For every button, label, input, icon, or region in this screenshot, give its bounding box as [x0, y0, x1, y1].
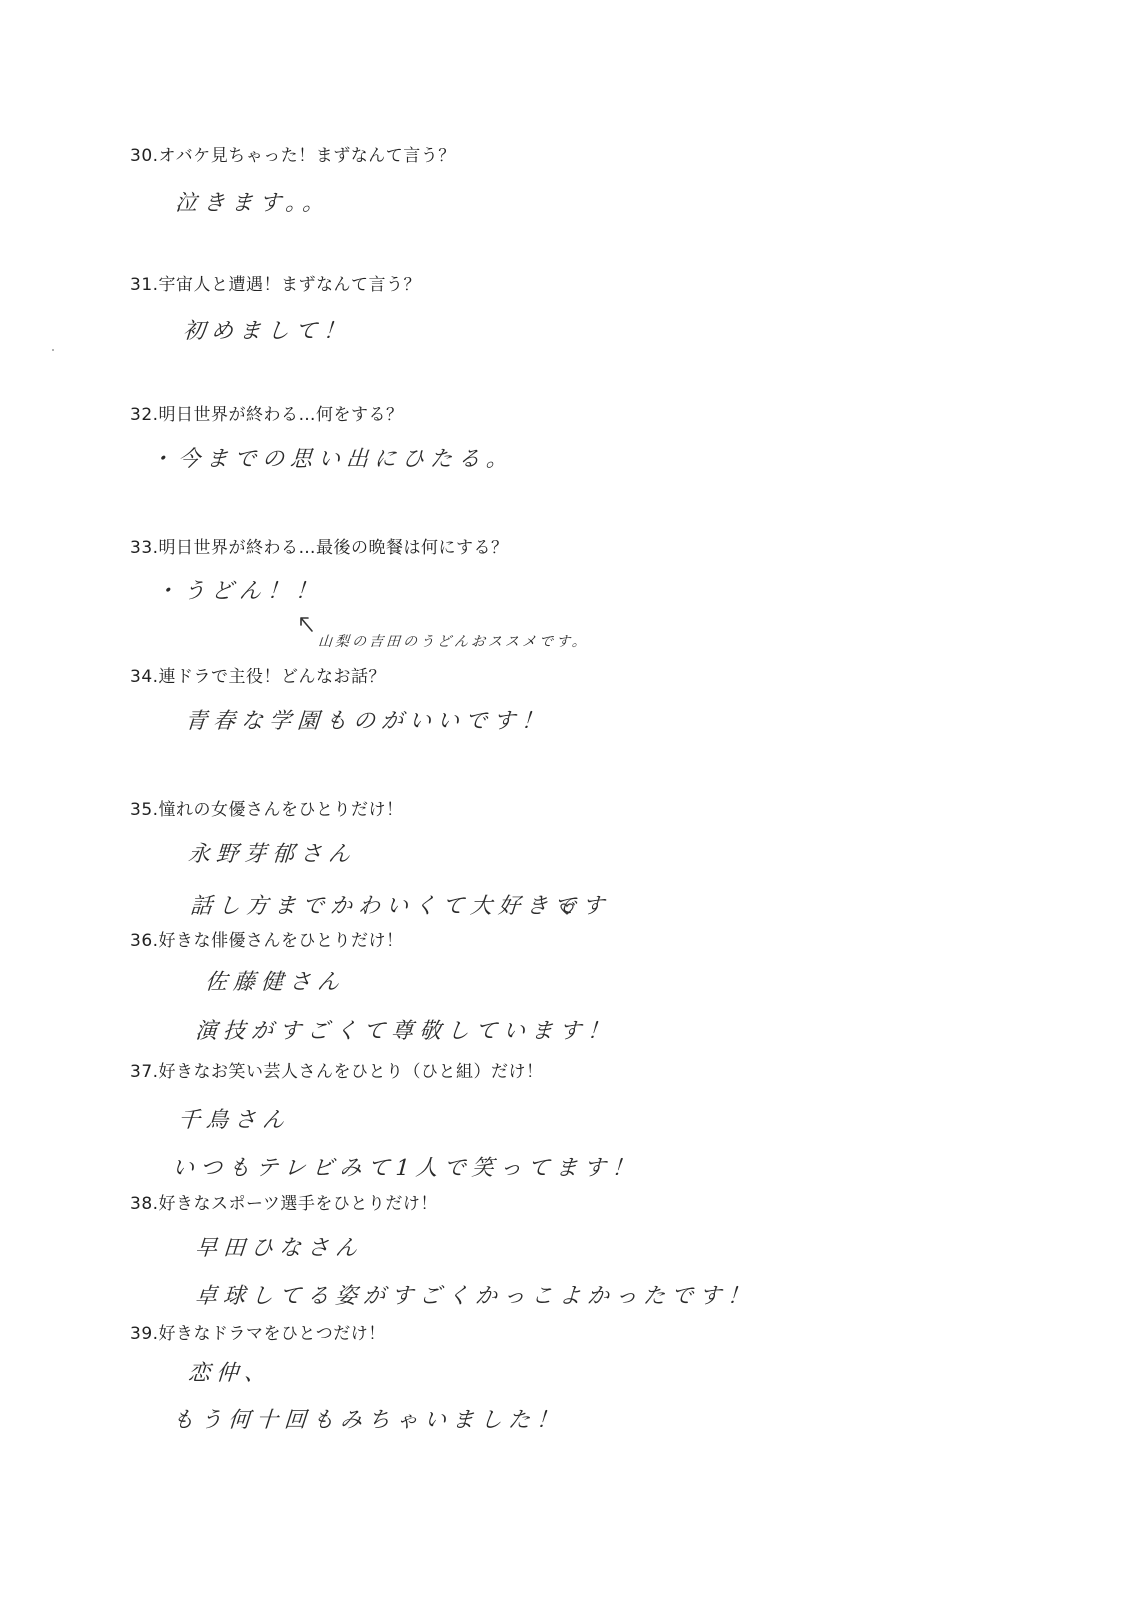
answer-38-comment: 卓球してる姿がすごくかっこよかったです！ — [194, 1284, 756, 1309]
answer-31: 初めまして！ — [182, 319, 352, 344]
arrow-up-left-icon — [298, 615, 314, 633]
question-37: 37.好きなお笑い芸人さんをひとり（ひと組）だけ！ — [130, 1062, 544, 1082]
answer-39-title: 恋仲、 — [187, 1361, 273, 1386]
question-32: 32.明日世界が終わる…何をする？ — [130, 405, 404, 425]
answer-30: 泣きます。。 — [174, 191, 332, 216]
answer-35-comment: 話し方までかわいくて大好きです — [189, 894, 611, 919]
question-38: 38.好きなスポーツ選手をひとりだけ！ — [130, 1194, 438, 1214]
answer-36-name: 佐藤健さん — [204, 970, 346, 995]
answer-36-comment: 演技がすごくて尊敬しています！ — [194, 1019, 616, 1044]
question-39: 39.好きなドラマをひとつだけ！ — [130, 1324, 386, 1344]
answer-34: 青春な学園ものがいいです！ — [184, 709, 550, 734]
question-35: 35.憧れの女優さんをひとりだけ！ — [130, 800, 404, 820]
heart-icon — [560, 903, 574, 915]
question-31: 31.宇宙人と遭遇！まずなんて言う？ — [130, 275, 422, 295]
question-34: 34.連ドラで主役！どんなお話？ — [130, 667, 387, 687]
answer-33-note: 山梨の吉田のうどんおススメです。 — [317, 634, 590, 650]
answer-33: ・うどん！！ — [154, 579, 324, 604]
question-33: 33.明日世界が終わる…最後の晩餐は何にする？ — [130, 538, 509, 558]
question-36: 36.好きな俳優さんをひとりだけ！ — [130, 931, 404, 951]
answer-38-name: 早田ひなさん — [194, 1236, 364, 1261]
answer-39-comment: もう何十回もみちゃいました！ — [171, 1408, 565, 1433]
answer-37-name: 千鳥さん — [177, 1108, 291, 1133]
answer-37-comment: いつもテレビみて1人で笑ってます！ — [171, 1156, 641, 1181]
answer-32: ・今までの思い出にひたる。 — [149, 447, 515, 472]
answer-35-name: 永野芽郁さん — [187, 842, 357, 867]
question-30: 30.オバケ見ちゃった！まずなんて言う？ — [130, 146, 456, 166]
scan-speck — [52, 349, 54, 351]
